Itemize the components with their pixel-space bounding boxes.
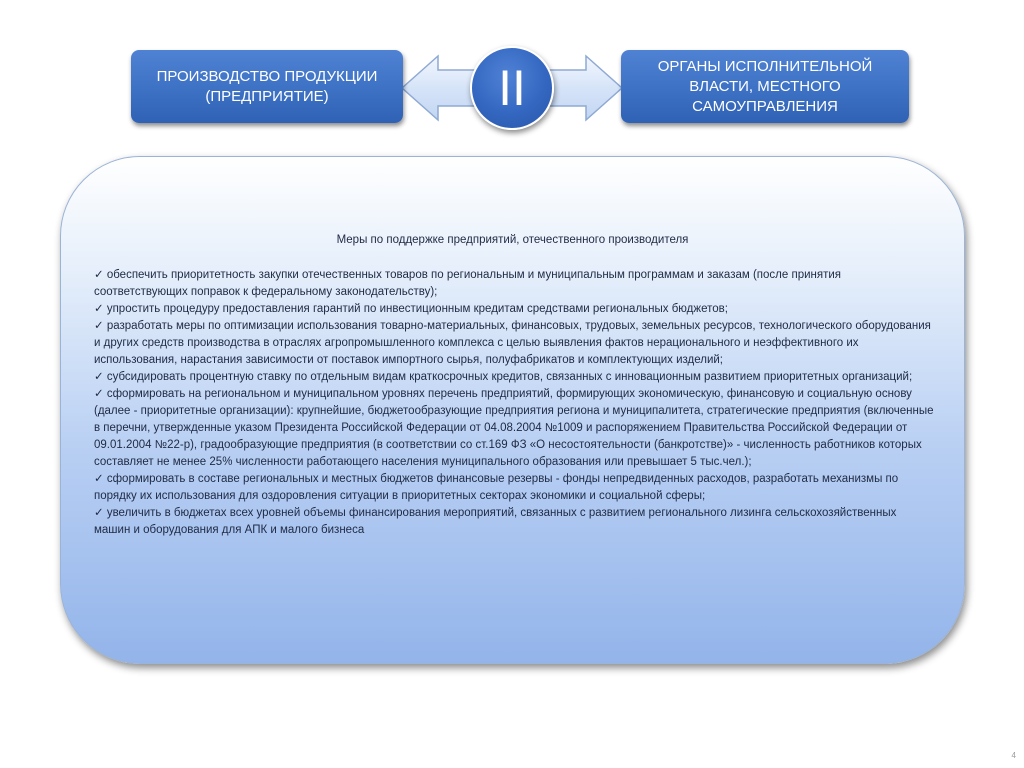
measures-list <box>94 267 934 539</box>
measure-item: ✓ субсидировать процентную ставку по отдельным видам краткосрочных кредитов, связанных с инновационным развитием приоритетных организаций; <box>94 371 913 383</box>
authorities-box-line: ОРГАНЫ ИСПОЛНИТЕЛЬНОЙ <box>657 57 873 75</box>
production-box-line: (ПРЕДПРИЯТИЕ) <box>205 87 329 105</box>
measure-item: ✓ обеспечить приоритетность закупки отечественных товаров по региональным и муниципальным программам и заказам (после принятия соответствующих поправок к федеральному законодательству); <box>94 269 842 298</box>
measure-item: ✓ сформировать в составе региональных и местных бюджетов финансовые резервы - фонды непредвиденных расходов, разработать механизмы по порядку их использования для оздоровления ситуации в приоритетных секторах экономики и социальной сферы; <box>94 473 899 502</box>
authorities-box-line: ВЛАСТИ, МЕСТНОГО <box>689 77 841 95</box>
measure-item: ✓ сформировать на региональном и муниципальном уровнях перечень предприятий, формирующих экономическую, финансовую и социальную основу (далее - приоритетные организации): крупнейшие, бюджетообразующие предприятия региона и муниципалитета, стратегические предприятия (включенные в перечни, утвержденные указом Президента Российской Федерации от 04.08.2004 №1009 и распоряжением Правительства Российской Федерации от 09.01.2004 №22-р), градообразующие предприятия (в соответствии со ст.169 ФЗ «О несостоятельности (банкротстве)» - численность работников которых составляет не менее 25% численности работающего населения муниципального образования или превышает 5 тыс.чел.); <box>94 388 934 468</box>
measure-item: ✓ разработать меры по оптимизации использования товарно-материальных, финансовых, трудовых, земельных ресурсов, технологического оборудования и других средств производства в отраслях агропромышленного комплекса с целью выявления фактов нерационального и неэффективного их использования, нарастания зависимости от поставок импортного сырья, полуфабрикатов и комплектующих изделий; <box>94 320 931 366</box>
measure-item: ✓ упростить процедуру предоставления гарантий по инвестиционным кредитам средствами региональных бюджетов; <box>94 303 728 315</box>
panel-title: Меры по поддержке предприятий, отечественного производителя <box>336 234 689 246</box>
production-box <box>131 50 403 123</box>
production-box-line: ПРОИЗВОДСТВО ПРОДУКЦИИ <box>156 67 378 85</box>
measures-panel <box>60 156 965 664</box>
measure-item: ✓ увеличить в бюджетах всех уровней объемы финансирования мероприятий, связанных с развитием регионального лизинга сельскохозяйственных машин и оборудования для АПК и малого бизнеса <box>94 507 897 536</box>
authorities-box-line: САМОУПРАВЛЕНИЯ <box>692 97 838 115</box>
center-symbol-circle <box>470 46 554 130</box>
center-symbol: II <box>498 60 526 116</box>
page-number: 4 <box>1011 751 1016 760</box>
authorities-box <box>621 50 909 123</box>
